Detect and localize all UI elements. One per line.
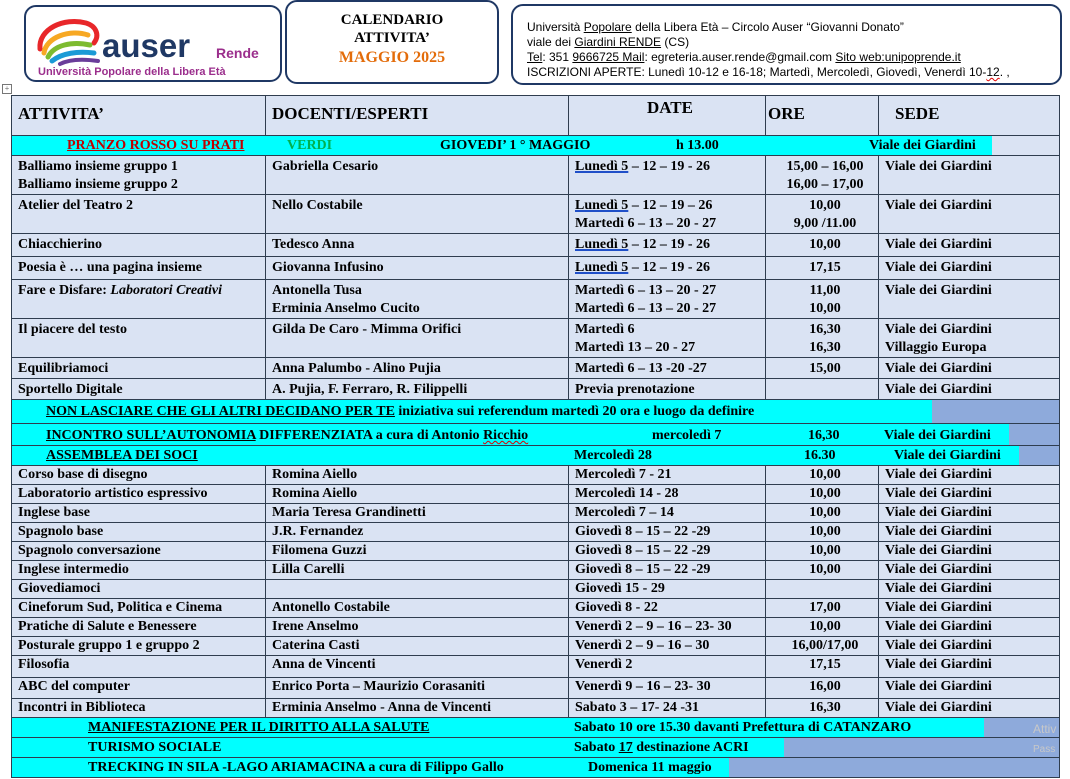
teacher-cell: Erminia Anselmo - Anna de Vincenti [266, 699, 569, 718]
autonomia-curator-name: Ricchio [483, 428, 529, 443]
event-row-assemblea [12, 446, 1060, 466]
activity-row [12, 466, 1060, 485]
date-cell: Mercoledì 7 - 21 [569, 466, 766, 485]
event-row-trekking [12, 758, 1060, 778]
venue-cell: Viale dei Giardini [879, 637, 1060, 656]
logo-box [24, 5, 282, 82]
hours-cell: 16,00 [766, 678, 879, 699]
activity-row [12, 656, 1060, 678]
autonomia-place: Viale dei Giardini [884, 428, 991, 443]
teacher-cell: Maria Teresa Grandinetti [266, 504, 569, 523]
salute-title: MANIFESTAZIONE PER IL DIRITTO ALLA SALUTE [88, 720, 430, 735]
activity-row [12, 678, 1060, 699]
venue-cell: Viale dei Giardini [879, 257, 1060, 280]
activity-cell: Inglese base [12, 504, 266, 523]
hours-cell [766, 580, 879, 599]
info-line-3: Tel: 351 9666725 Mail: egreteria.auser.rende@gmail.com Sito web:unipoprende.it [527, 50, 961, 64]
title-box [285, 0, 499, 84]
venue-cell: Viale dei Giardini [879, 699, 1060, 718]
date-cell: Martedì 6 Martedì 13 – 20 - 27 [569, 319, 766, 358]
date-cell: Mercoledì 14 - 28 [569, 485, 766, 504]
activity-row [12, 561, 1060, 580]
venue-cell: Viale dei Giardini [879, 542, 1060, 561]
teacher-cell: Antonella Tusa Erminia Anselmo Cucito [266, 280, 569, 319]
hours-cell: 10,00 [766, 561, 879, 580]
assemblea-time: 16.30 [804, 448, 836, 463]
venue-cell: Viale dei Giardini [879, 358, 1060, 379]
venue-cell: Viale dei Giardini [879, 379, 1060, 400]
teacher-cell: Lilla Carelli [266, 561, 569, 580]
activity-row [12, 319, 1060, 358]
teacher-cell: Anna de Vincenti [266, 656, 569, 678]
activity-cell: Corso base di disegno [12, 466, 266, 485]
pranzo-title: PRANZO ROSSO SU PRATI [67, 138, 245, 153]
activity-cell: Chiacchierino [12, 234, 266, 257]
header-teachers: DOCENTI/ESPERTI [266, 96, 569, 136]
teacher-cell: J.R. Fernandez [266, 523, 569, 542]
teacher-cell: Enrico Porta – Maurizio Corasaniti [266, 678, 569, 699]
venue-cell: Viale dei Giardini [879, 656, 1060, 678]
date-cell: Venerdì 2 – 9 – 16 – 23- 30 [569, 618, 766, 637]
activity-cell: Spagnolo conversazione [12, 542, 266, 561]
header-dates: DATE [569, 96, 766, 136]
info-line-4: ISCRIZIONI APERTE: Lunedì 10-12 e 16-18; Martedì, Mercoledì, Giovedì, Venerdì 10-12. , [527, 65, 1010, 79]
referendum-title: NON LASCIARE CHE GLI ALTRI DECIDANO PER TE [46, 404, 395, 419]
assemblea-date: Mercoledì 28 [574, 448, 652, 463]
hours-cell: 10,00 [766, 618, 879, 637]
teacher-cell [266, 580, 569, 599]
teacher-cell: Nello Costabile [266, 195, 569, 234]
venue-cell: Viale dei Giardini [879, 156, 1060, 195]
title-line-2: ATTIVITA’ [354, 30, 430, 46]
venue-cell: Viale dei Giardini [879, 523, 1060, 542]
activity-row [12, 485, 1060, 504]
activity-row [12, 618, 1060, 637]
teacher-cell: Anna Palumbo - Alino Pujia [266, 358, 569, 379]
event-row-referendum [12, 400, 1060, 424]
activity-row [12, 156, 1060, 195]
header-activity: ATTIVITA’ [12, 96, 266, 136]
teacher-cell: Giovanna Infusino [266, 257, 569, 280]
hours-cell: 17,00 [766, 599, 879, 618]
venue-cell: Viale dei Giardini [879, 234, 1060, 257]
date-cell: Martedì 6 – 13 -20 -27 [569, 358, 766, 379]
hours-cell: 10,00 [766, 504, 879, 523]
table-header-row [12, 96, 1060, 136]
activity-row [12, 699, 1060, 718]
hours-cell: 16,30 16,30 [766, 319, 879, 358]
pranzo-place: Viale dei Giardini [869, 138, 976, 153]
pranzo-date: GIOVEDI’ 1 ° MAGGIO [440, 138, 591, 153]
activities-block-2 [12, 466, 1060, 718]
activity-row [12, 379, 1060, 400]
title-line-1: CALENDARIO [340, 12, 444, 28]
activity-cell: Il piacere del testo [12, 319, 266, 358]
hours-cell: 16,00/17,00 [766, 637, 879, 656]
date-cell: Mercoledì 7 – 14 [569, 504, 766, 523]
activity-cell: Atelier del Teatro 2 [12, 195, 266, 234]
activity-row [12, 280, 1060, 319]
info-line-2: viale dei Giardini RENDE (CS) [527, 35, 690, 49]
teacher-cell: Gilda De Caro - Mimma Orifici [266, 319, 569, 358]
activity-row [12, 195, 1060, 234]
activity-row [12, 580, 1060, 599]
activity-cell: Posturale gruppo 1 e gruppo 2 [12, 637, 266, 656]
hours-cell: 17,15 [766, 656, 879, 678]
date-cell: Giovedì 8 – 15 – 22 -29 [569, 542, 766, 561]
venue-cell: Viale dei Giardini [879, 195, 1060, 234]
date-cell: Giovedì 8 – 15 – 22 -29 [569, 523, 766, 542]
hours-cell: 10,00 9,00 /11.00 [766, 195, 879, 234]
activity-cell: Balliamo insieme gruppo 1 Balliamo insieme gruppo 2 [12, 156, 266, 195]
venue-cell: Viale dei Giardini [879, 485, 1060, 504]
date-cell: Lunedì 5 – 12 – 19 - 26 [569, 156, 766, 195]
activity-cell: Giovediamoci [12, 580, 266, 599]
trekking-title: TRECKING IN SILA -LAGO ARIAMACINA a cura di Filippo Gallo [88, 760, 504, 775]
autonomia-curator: DIFFERENZIATA a cura di Antonio [255, 428, 484, 443]
activity-row [12, 504, 1060, 523]
event-row-salute [12, 718, 1060, 738]
activity-cell: Filosofia [12, 656, 266, 678]
activity-row [12, 257, 1060, 280]
assemblea-place: Viale dei Giardini [894, 448, 1001, 463]
event-row-pranzo [12, 136, 1060, 156]
header-hours: ORE [766, 96, 879, 136]
activity-cell: Spagnolo base [12, 523, 266, 542]
activity-cell: Fare e Disfare: Laboratori Creativi [12, 280, 266, 319]
header-venue: SEDE [879, 96, 1060, 136]
event-row-turismo [12, 738, 1060, 758]
activity-cell: Inglese intermedio [12, 561, 266, 580]
activity-row [12, 637, 1060, 656]
hours-cell: 16,30 [766, 699, 879, 718]
event-row-autonomia [12, 424, 1060, 446]
date-cell: Venerdì 9 – 16 – 23- 30 [569, 678, 766, 699]
hours-cell: 15,00 [766, 358, 879, 379]
assemblea-title: ASSEMBLEA DEI SOCI [46, 448, 198, 463]
date-cell: Giovedì 15 - 29 [569, 580, 766, 599]
venue-cell: Viale dei Giardini [879, 678, 1060, 699]
hours-cell: 11,00 10,00 [766, 280, 879, 319]
trekking-date: Domenica 11 maggio [588, 760, 712, 775]
teacher-cell: Irene Anselmo [266, 618, 569, 637]
logo-wordmark: auser [102, 27, 191, 64]
date-cell: Venerdì 2 [569, 656, 766, 678]
activities-block-1 [12, 156, 1060, 400]
activity-cell: Cineforum Sud, Politica e Cinema [12, 599, 266, 618]
teacher-cell: Filomena Guzzi [266, 542, 569, 561]
activate-windows-ghost: Attiv [1033, 722, 1057, 736]
activity-cell: Laboratorio artistico espressivo [12, 485, 266, 504]
venue-cell: Viale dei Giardini Villaggio Europa [879, 319, 1060, 358]
teacher-cell: Tedesco Anna [266, 234, 569, 257]
date-cell: Lunedì 5 – 12 – 19 – 26 Martedì 6 – 13 – 20 - 27 [569, 195, 766, 234]
activity-cell: Sportello Digitale [12, 379, 266, 400]
date-cell: Venerdì 2 – 9 – 16 – 30 [569, 637, 766, 656]
auser-swirl-logo-icon [34, 15, 104, 67]
hours-cell: 10,00 [766, 542, 879, 561]
table-move-handle-icon[interactable]: + [2, 84, 12, 94]
referendum-details: iniziativa sui referendum martedì 20 ora e luogo da definire [394, 404, 755, 419]
venue-cell: Viale dei Giardini [879, 561, 1060, 580]
activity-cell: Pratiche di Salute e Benessere [12, 618, 266, 637]
pranzo-time: h 13.00 [676, 138, 719, 153]
teacher-cell: Romina Aiello [266, 466, 569, 485]
teacher-cell: Romina Aiello [266, 485, 569, 504]
date-cell: Previa prenotazione [569, 379, 766, 400]
hours-cell: 10,00 [766, 523, 879, 542]
logo-city: Rende [216, 45, 259, 61]
activity-cell: Poesia è … una pagina insieme [12, 257, 266, 280]
venue-cell: Viale dei Giardini [879, 280, 1060, 319]
autonomia-title: INCONTRO SULL’AUTONOMIA [46, 428, 256, 443]
teacher-cell: Caterina Casti [266, 637, 569, 656]
hours-cell [766, 379, 879, 400]
activity-cell: ABC del computer [12, 678, 266, 699]
pranzo-title-green: VERDI [287, 138, 333, 153]
info-line-1: Università Popolare della Libera Età – Circolo Auser “Giovanni Donato” [527, 20, 904, 34]
venue-cell: Viale dei Giardini [879, 466, 1060, 485]
salute-details: Sabato 10 ore 15.30 davanti Prefettura di CATANZARO [574, 720, 912, 735]
venue-cell: Viale dei Giardini [879, 618, 1060, 637]
teacher-cell: Gabriella Cesario [266, 156, 569, 195]
date-cell: Lunedì 5 – 12 – 19 - 26 [569, 234, 766, 257]
contact-info-box [511, 4, 1062, 85]
date-cell: Martedì 6 – 13 – 20 - 27 Martedì 6 – 13 – 20 - 27 [569, 280, 766, 319]
teacher-cell: Antonello Costabile [266, 599, 569, 618]
teacher-cell: A. Pujia, F. Ferraro, R. Filippelli [266, 379, 569, 400]
venue-cell: Viale dei Giardini [879, 599, 1060, 618]
activate-windows-ghost-2: Pass [1033, 744, 1056, 755]
activity-row [12, 599, 1060, 618]
autonomia-time: 16,30 [808, 428, 840, 443]
hours-cell: 10,00 [766, 234, 879, 257]
activity-row [12, 234, 1060, 257]
website-link[interactable]: Sito web:unipoprende.it [835, 50, 961, 64]
title-month: MAGGIO 2025 [338, 49, 446, 66]
hours-cell: 10,00 [766, 485, 879, 504]
activity-row [12, 358, 1060, 379]
activity-cell: Equilibriamoci [12, 358, 266, 379]
date-cell: Sabato 3 – 17- 24 -31 [569, 699, 766, 718]
venue-cell: Viale dei Giardini [879, 580, 1060, 599]
activity-cell: Incontri in Biblioteca [12, 699, 266, 718]
date-cell: Lunedì 5 – 12 – 19 - 26 [569, 257, 766, 280]
date-cell: Giovedì 8 - 22 [569, 599, 766, 618]
hours-cell: 17,15 [766, 257, 879, 280]
logo-tagline: Università Popolare della Libera Età [38, 66, 226, 78]
date-cell: Giovedì 8 – 15 – 22 -29 [569, 561, 766, 580]
hours-cell: 15,00 – 16,00 16,00 – 17,00 [766, 156, 879, 195]
hours-cell: 10,00 [766, 466, 879, 485]
turismo-title: TURISMO SOCIALE [88, 740, 222, 755]
turismo-details: Sabato 17 destinazione ACRI [574, 740, 749, 755]
activity-row [12, 523, 1060, 542]
activity-row [12, 542, 1060, 561]
calendar-table [11, 95, 1060, 778]
venue-cell: Viale dei Giardini [879, 504, 1060, 523]
autonomia-date: mercoledì 7 [652, 428, 722, 443]
